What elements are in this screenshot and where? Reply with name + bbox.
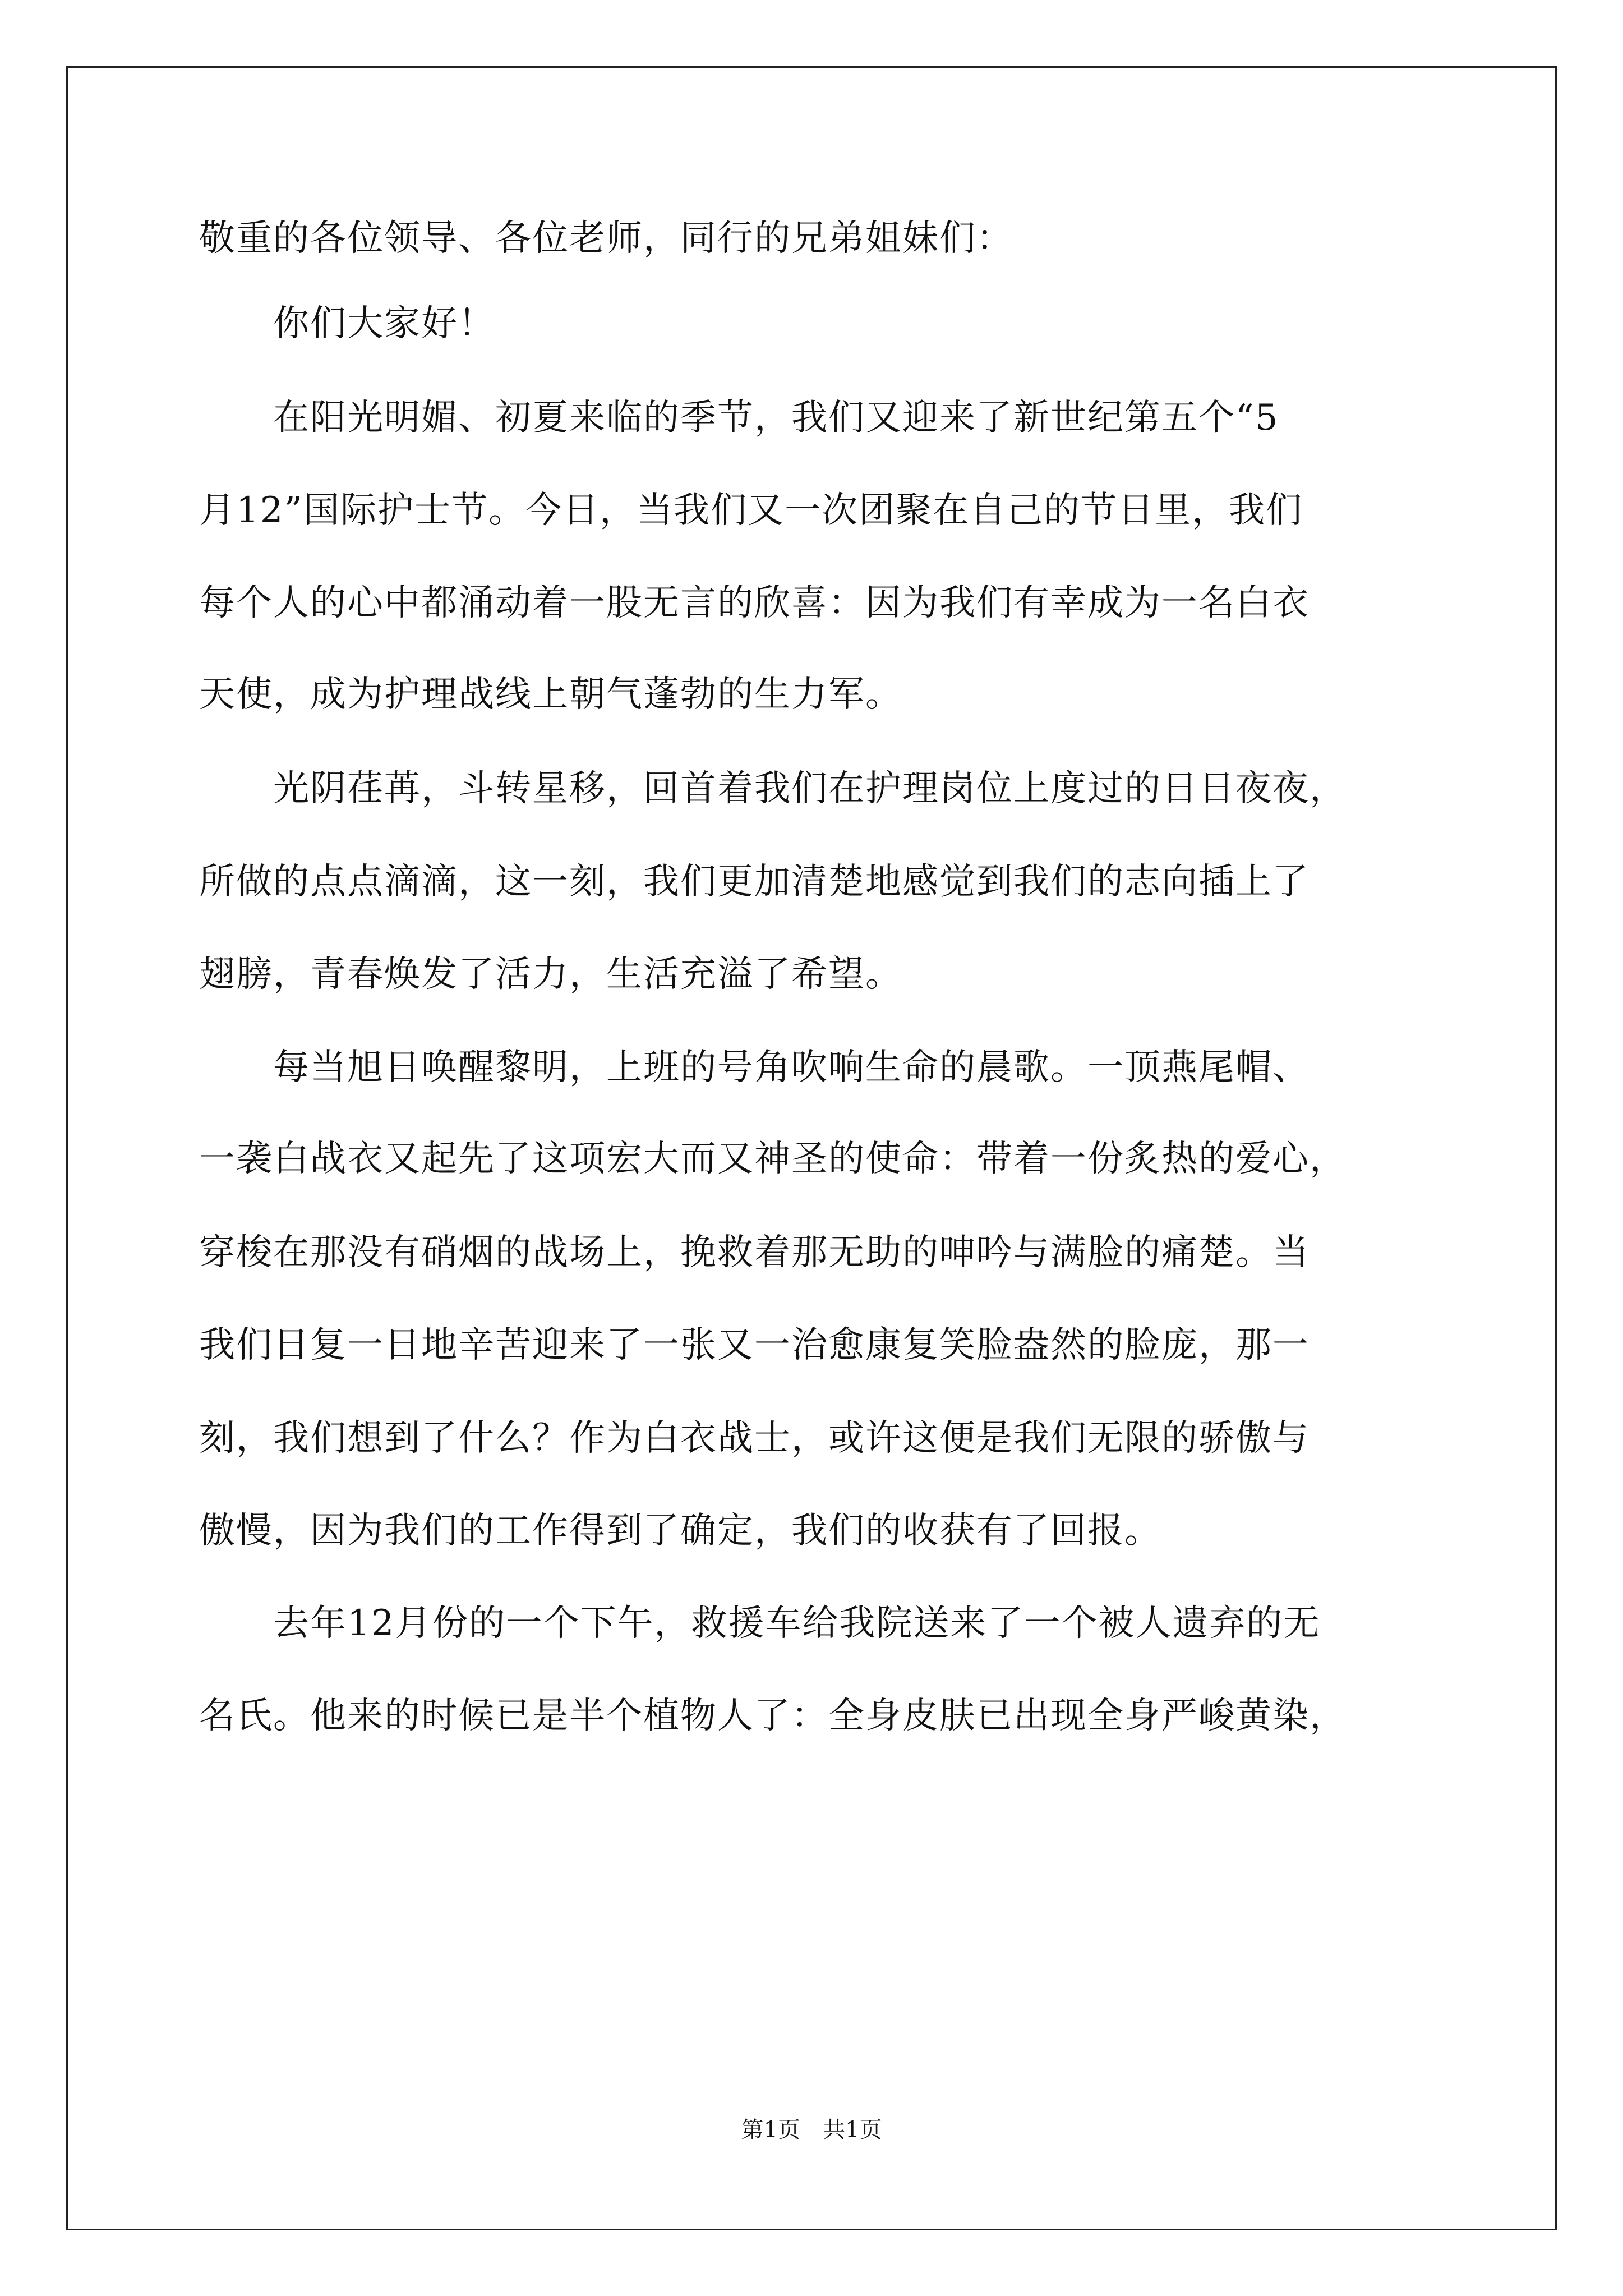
body-line: 穿梭在那没有硝烟的战场上，挽救着那无助的呻吟与满脸的痛楚。当	[199, 1232, 1310, 1273]
page-footer	[0, 2112, 1623, 2144]
body-line: 名氏。他来的时候已是半个植物人了：全身皮肤已出现全身严峻黄染，	[199, 1695, 1347, 1737]
body-line: 我们日复一日地辛苦迎来了一张又一治愈康复笑脸盎然的脸庞，那一	[199, 1324, 1310, 1366]
body-line: 天使，成为护理战线上朝气蓬勃的生力军。	[199, 674, 902, 715]
body-line: 在阳光明媚、初夏来临的季节，我们又迎来了新世纪第五个“5	[199, 397, 1279, 439]
body-line: 傲慢，因为我们的工作得到了确定，我们的收获有了回报。	[199, 1510, 1161, 1552]
body-line: 翅膀，青春焕发了活力，生活充溢了希望。	[199, 954, 902, 995]
body-line: 每当旭日唤醒黎明，上班的号角吹响生命的晨歌。一顶燕尾帽、	[199, 1047, 1310, 1088]
body-line: 刻，我们想到了什么？作为白衣战士，或许这便是我们无限的骄傲与	[199, 1418, 1310, 1459]
body-line: 你们大家好！	[199, 303, 495, 344]
page-number-label: 第1页 共1页	[741, 2117, 882, 2143]
body-line: 光阴荏苒，斗转星移，回首着我们在护理岗位上度过的日日夜夜，	[199, 768, 1347, 809]
body-line: 所做的点点滴滴，这一刻，我们更加清楚地感觉到我们的志向插上了	[199, 861, 1310, 903]
body-line: 一袭白战衣又起先了这项宏大而又神圣的使命：带着一份炙热的爱心，	[199, 1138, 1347, 1180]
body-line: 每个人的心中都涌动着一股无言的欣喜：因为我们有幸成为一名白衣	[199, 582, 1310, 624]
body-line: 敬重的各位领导、各位老师，同行的兄弟姐妹们：	[199, 218, 1013, 259]
body-line: 去年12月份的一个下午，救援车给我院送来了一个被人遗弃的无	[199, 1603, 1321, 1644]
body-line: 月12”国际护士节。今日，当我们又一次团聚在自己的节日里，我们	[199, 490, 1303, 531]
